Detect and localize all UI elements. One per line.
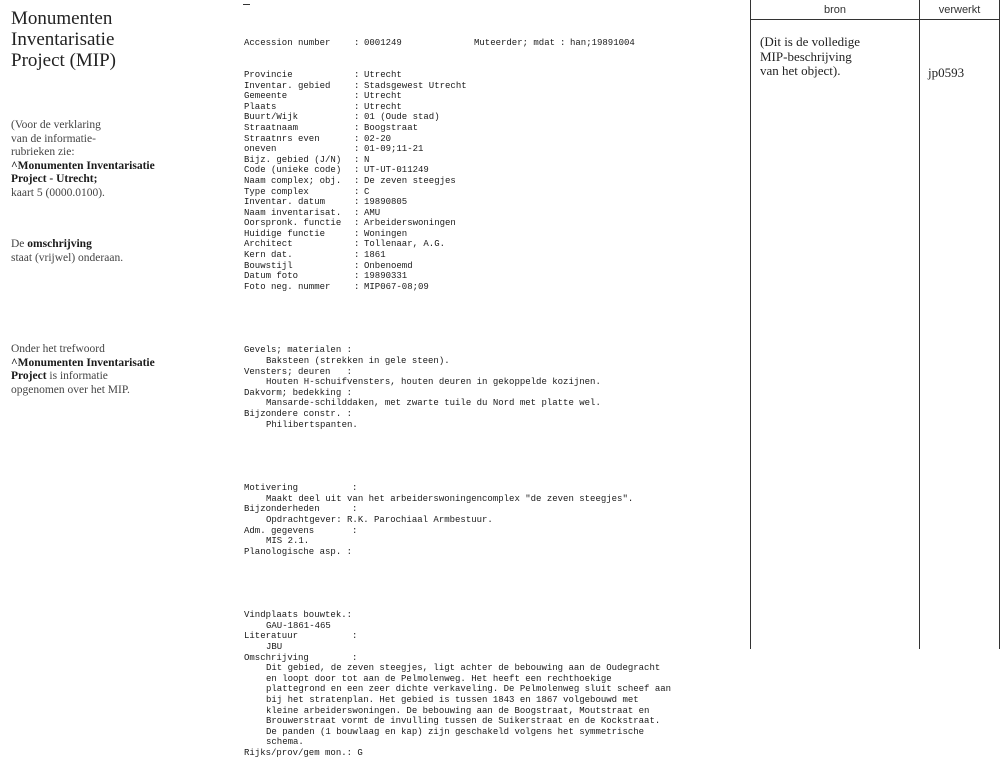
field-label: Inventar. gebied <box>244 80 331 91</box>
field-value: De zeven steegjes <box>364 175 456 186</box>
title-line: Monumenten <box>11 8 113 29</box>
section-text-line: Baksteen (strekken in gele steen). <box>266 356 450 366</box>
column-header-verwerkt: verwerkt <box>938 4 981 16</box>
field-row: Inventar. gebied : Stadsgewest Utrecht <box>244 80 467 91</box>
field-value: Onbenoemd <box>364 260 413 271</box>
field-value: Utrecht <box>364 91 402 102</box>
field-label: Foto neg. nummer <box>244 281 331 292</box>
field-label: Plaats <box>244 101 277 112</box>
field-value: Boogstraat <box>364 122 419 133</box>
field-label: Inventar. datum <box>244 197 326 208</box>
bron-line: van het object). <box>760 63 841 78</box>
section-text-line: bij het stratenplan. Het gebied is tussen 1843 en 1867 volgebouwd met <box>266 695 639 705</box>
field-label: Kern dat. <box>244 250 293 261</box>
field-row: Architect : Tollenaar, A.G. <box>244 239 446 250</box>
section-heading: Omschrijving : <box>244 652 358 663</box>
section-text-line: Maakt deel uit van het arbeiderswoningencomplex "de zeven steegjes". <box>266 493 634 504</box>
field-value: Utrecht <box>364 101 402 112</box>
note-link[interactable]: ^Monumenten Inventarisatie <box>11 356 155 369</box>
field-value: 01 (Oude stad) <box>364 112 440 123</box>
field-value: N <box>364 154 370 165</box>
field-value: Woningen <box>364 228 408 239</box>
field-row: oneven : 01-09;11-21 <box>244 144 424 155</box>
mip-record <box>244 17 744 780</box>
field-label: Bouwstijl <box>244 260 293 271</box>
field-row: Oorspronk. functie : Arbeiderswoningen <box>244 218 456 229</box>
table-border-middle <box>919 0 920 649</box>
field-row: Foto neg. nummer : MIP067-08;09 <box>244 281 429 292</box>
field-value: Arbeiderswoningen <box>364 218 456 229</box>
section-heading: Dakvorm; bedekking : <box>244 387 353 398</box>
field-label: Straatnaam <box>244 122 299 133</box>
bron-cell <box>760 35 920 79</box>
field-label: Type complex <box>244 186 309 197</box>
table-border-left <box>750 0 751 649</box>
section-text-line: en loopt door tot aan de Pelmolenweg. Het heeft een rechthoekige <box>266 673 612 684</box>
note-line: kaart 5 (0000.0100). <box>11 186 105 199</box>
section-heading: Planologische asp. : <box>244 546 353 557</box>
record-section-construction <box>244 345 744 430</box>
field-value: Tollenaar, A.G. <box>364 239 446 250</box>
field-value: AMU <box>364 207 381 218</box>
note-text: De <box>11 238 28 250</box>
table-header-border <box>750 19 1000 20</box>
note-line: staat (vrijwel) onderaan. <box>11 251 124 264</box>
section-text-line: JBU <box>266 642 283 653</box>
note-bold: omschrijving <box>27 238 92 250</box>
description-note <box>11 238 123 265</box>
field-value: UT-UT-011249 <box>364 165 429 176</box>
section-heading: Adm. gegevens : <box>244 525 358 536</box>
section-heading: Bijzondere constr. : <box>244 408 353 419</box>
section-text-line: Mansarde-schilddaken, met zwarte tuile du Nord met platte wel. <box>266 398 601 409</box>
note-link[interactable]: ^Monumenten Inventarisatie <box>11 159 155 172</box>
field-row: Provincie : Utrecht <box>244 69 402 80</box>
field-value: MIP067-08;09 <box>364 281 429 292</box>
field-value: 19890805 <box>364 197 408 208</box>
field-value: han;19891004 <box>570 38 635 49</box>
section-text-line: De panden (1 bouwlaag en kap) zijn geschakeld volgens het symmetrische <box>266 726 645 737</box>
note-line: opgenomen over het MIP. <box>11 383 130 396</box>
accession-row: Accession number : 0001249 Muteerder; mdat : han;19891004 <box>244 38 635 49</box>
field-label: Architect <box>244 239 293 250</box>
section-text-line: GAU-1861-465 <box>266 620 331 631</box>
field-label: Huidige functie <box>244 228 326 239</box>
field-row: Naam inventarisat. : AMU <box>244 207 381 218</box>
section-heading: Rijks/prov/gem mon.: G <box>244 747 363 758</box>
section-text-line: MIS 2.1. <box>266 536 310 547</box>
title-line: Project (MIP) <box>11 50 117 71</box>
section-heading: Vensters; deuren : <box>244 366 353 377</box>
section-text-line: kleine arbeiderswoningen. De bebouwing aan de Boogstraat, Moutstraat en <box>266 705 650 716</box>
field-label: Naam complex; obj. <box>244 175 342 186</box>
field-row: Bijz. gebied (J/N) : N <box>244 154 370 165</box>
section-text-line: Houten H-schuifvensters, houten deuren in gekoppelde kozijnen. <box>266 377 601 388</box>
field-label: Provincie <box>244 69 293 80</box>
record-section-description <box>244 610 744 758</box>
section-text-line: Philibertspanten. <box>266 419 358 430</box>
field-row: Datum foto : 19890331 <box>244 271 408 282</box>
top-dash <box>243 4 250 5</box>
column-header-bron: bron <box>823 4 847 16</box>
note-bold: Project <box>11 370 47 382</box>
field-value: Stadsgewest Utrecht <box>364 80 467 91</box>
field-row: Naam complex; obj. : De zeven steegjes <box>244 175 456 186</box>
collection-title <box>11 8 221 71</box>
section-heading: Gevels; materialen : <box>244 345 353 356</box>
field-label: oneven <box>244 144 277 155</box>
field-row: Buurt/Wijk : 01 (Oude stad) <box>244 112 440 123</box>
note-line: (Voor de verklaring <box>11 119 101 131</box>
section-text-line: Dit gebied, de zeven steegjes, ligt achter de bebouwing aan de Oudegracht <box>266 663 661 674</box>
field-row: Inventar. datum : 19890805 <box>244 197 408 208</box>
field-value: 02-20 <box>364 133 392 144</box>
bron-line: (Dit is de volledige <box>760 34 861 49</box>
field-label: Buurt/Wijk <box>244 112 299 123</box>
field-value: Utrecht <box>364 69 402 80</box>
section-heading: Literatuur : <box>244 631 358 642</box>
field-label: Oorspronk. functie <box>244 218 342 229</box>
field-value: 0001249 <box>364 38 402 49</box>
section-heading: Motivering : <box>244 483 358 494</box>
explanation-note <box>11 119 155 200</box>
section-heading: Bijzonderheden : <box>244 504 358 515</box>
section-text-line: schema. <box>266 737 304 748</box>
field-row: Type complex : C <box>244 186 370 197</box>
note-line: van de informatie- <box>11 132 96 145</box>
keyword-note <box>11 343 155 397</box>
field-label: Datum foto <box>244 271 299 282</box>
field-row: Straatnrs even : 02-20 <box>244 133 392 144</box>
bron-line: MIP-beschrijving <box>760 48 852 64</box>
field-value: C <box>364 186 370 197</box>
field-row: Code (unieke code) : UT-UT-011249 <box>244 165 429 176</box>
sidebar <box>11 8 221 396</box>
note-link[interactable]: Project - Utrecht; <box>11 173 98 185</box>
verwerkt-cell: jp0593 <box>928 65 965 80</box>
field-row: Huidige functie : Woningen <box>244 228 408 239</box>
field-row: Straatnaam : Boogstraat <box>244 122 419 133</box>
field-row: Plaats : Utrecht <box>244 101 402 112</box>
section-text-line: plattegrond en een zeer dichte verkaveling. De Pelmolenweg sluit scheef aan <box>266 684 672 695</box>
section-text-line: Opdrachtgever: R.K. Parochiaal Armbestuur. <box>266 514 493 525</box>
field-row: Gemeente : Utrecht <box>244 91 402 102</box>
section-heading: Vindplaats bouwtek.: <box>244 610 353 621</box>
record-section-motivation <box>244 483 744 557</box>
field-label: Accession number <box>244 38 331 49</box>
title-line: Inventarisatie <box>11 29 115 50</box>
field-value: 19890331 <box>364 271 408 282</box>
note-text: is informatie <box>46 370 108 382</box>
field-label: Code (unieke code) <box>244 165 342 176</box>
field-value: 1861 <box>364 250 386 261</box>
field-value: 01-09;11-21 <box>364 144 424 155</box>
field-label: Naam inventarisat. <box>244 207 342 218</box>
field-row: Kern dat. : 1861 <box>244 250 386 261</box>
note-line: rubrieken zie: <box>11 146 75 158</box>
record-fields <box>244 70 744 292</box>
section-text-line: Brouwerstraat vormt de invulling tussen de Suikerstraat en de Kockstraat. <box>266 716 661 727</box>
field-label: Straatnrs even <box>244 133 320 144</box>
note-line: Onder het trefwoord <box>11 343 105 355</box>
field-label: Bijz. gebied (J/N) <box>244 154 342 165</box>
field-label: Muteerder; mdat <box>474 38 556 49</box>
field-row: Bouwstijl : Onbenoemd <box>244 260 413 271</box>
field-label: Gemeente <box>244 91 288 102</box>
